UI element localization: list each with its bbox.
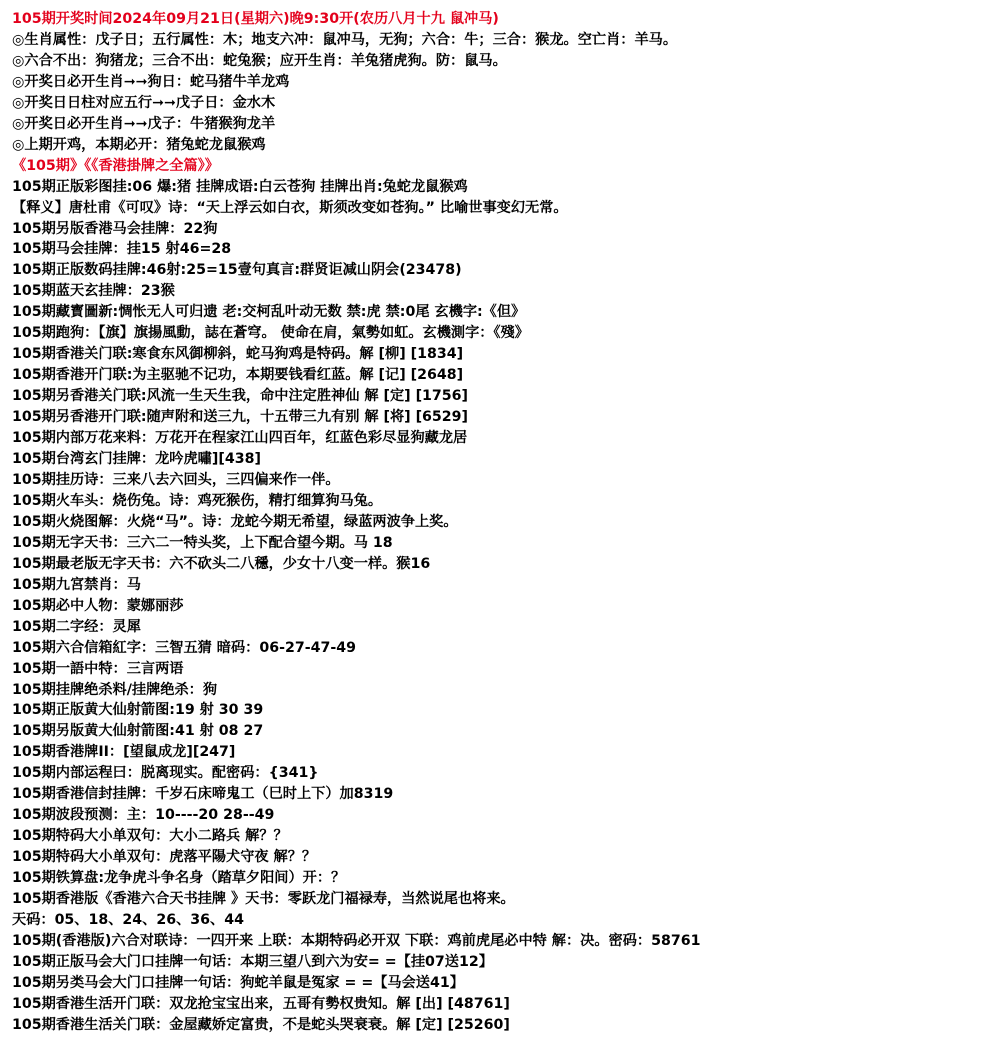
text-line: 105期火车头：烧伤兔。诗：鸡死猴伤，精打细算狗马兔。: [12, 492, 383, 509]
text-line: 105期另香港关门联:风流一生天生我，命中注定胜神仙 解 [定] [1756]: [12, 388, 469, 405]
text-line: 105期另版黄大仙射箭图:41 射 08 27: [12, 723, 264, 740]
text-line: 105期二字经：灵犀: [12, 618, 141, 635]
text-line: 105期香港关门联:寒食东风御柳斜，蛇马狗鸡是特码。解 [柳] [1834]: [12, 346, 464, 363]
dog-day-zodiac-line: ◎开奖日必开生肖➞➞狗日：蛇马猪牛羊龙鸡: [12, 73, 290, 90]
text-line: 105期香港生活开门联：双龙抢宝宝出来，五哥有勢权贵知。解 [出] [48761]: [12, 995, 510, 1012]
text-line: 【释义】唐杜甫《可叹》诗：“天上浮云如白衣，斯须改变如苍狗。” 比喻世事变幻无常。: [12, 199, 568, 216]
text-line: 105期挂历诗：三来八去六回头，三四偏来作一伴。: [12, 471, 340, 488]
text-line: 105期最老版无字天书：六不砍头二八穩，少女十八变一样。猴16: [12, 555, 431, 572]
text-line: 105期另类马会大门口挂牌一句话：狗蛇羊鼠是冤家 = =【马会送41】: [12, 974, 464, 991]
text-line: 105期蓝天玄挂牌：23猴: [12, 283, 175, 300]
text-line: 105期挂牌绝杀料/挂牌绝杀：狗: [12, 681, 218, 698]
text-line: 105期马会挂牌：挂15 射46=28: [12, 241, 232, 258]
text-line: 105期香港牌II：[望鼠成龙][247]: [12, 744, 236, 761]
zodiac-attributes-line: ◎生肖属性：戊子日；五行属性：木；地支六冲：鼠冲马，无狗；六合：牛；三合：猴龙。空亡肖：羊马。: [12, 31, 678, 48]
text-line: 105期波段预测：主：10----20 28--49: [12, 807, 275, 824]
text-line: 105期香港信封挂牌：千岁石床啼鬼工（巳时上下）加8319: [12, 786, 394, 803]
text-line: 105期香港生活关门联：金屋藏娇定富贵，不是蛇头哭衰衰。解 [定] [25260]: [12, 1016, 510, 1033]
text-line: 105期无字天书：三六二一特头奖，上下配合望今期。马 18: [12, 534, 393, 551]
text-line: 105期正版黄大仙射箭图:19 射 30 39: [12, 702, 264, 719]
text-line: 105期另香港开门联:随声附和送三九，十五带三九有别 解 [将] [6529]: [12, 409, 469, 426]
text-line: 105期正版马会大门口挂牌一句话：本期三望八到六为安= =【挂07送12】: [12, 953, 493, 970]
text-line: 105期特码大小单双句：大小二路兵 解？？: [12, 828, 288, 845]
text-line: 105期香港版《香港六合天书挂牌 》天书：零跃龙门福禄寿，当然说尾也将来。: [12, 891, 515, 908]
text-line: 105期台湾玄门挂牌：龙吟虎嘯][438]: [12, 451, 261, 468]
day-pillar-elements-line: ◎开奖日日柱对应五行➞➞戊子日：金水木: [12, 94, 276, 111]
section-title: 《105期》《《香港掛牌之全篇》》: [12, 157, 219, 174]
text-line: 105期内部运程曰：脱离现实。配密码：{341}: [12, 765, 319, 782]
text-line: 105期(香港版)六合对联诗：一四开来 上联：本期特码必开双 下联：鸡前虎尾必中特 解：决。密码：58761: [12, 932, 701, 949]
text-line: 105期另版香港马会挂牌：22狗: [12, 220, 218, 237]
text-line: 105期六合信箱紅字：三智五猜 暗码：06-27-47-49: [12, 639, 357, 656]
text-line: 105期九宮禁肖：马: [12, 576, 141, 593]
wuzi-zodiac-line: ◎开奖日必开生肖➞➞戊子：牛猪猴狗龙羊: [12, 115, 276, 132]
text-line: 105期跑狗：【旗】旗揚風動，誌在蒼穹。 使命在肩，氣勢如虹。玄機測字：《殘》: [12, 325, 529, 342]
text-line: 105期藏寳圖新:惆怅无人可归遗 老:交柯乱叶动无数 禁:虎 禁:0尾 玄機字:《但》: [12, 304, 526, 321]
text-line: 天码：05、18、24、26、36、44: [12, 911, 244, 928]
text-line: 105期一語中特：三言两语: [12, 660, 184, 677]
text-line: 105期香港开门联:为主驱驰不记功，本期要钱看红蓝。解 [记] [2648]: [12, 367, 464, 384]
text-line: 105期正版数码挂牌:46射:25=15壹句真言:群贤讵减山阴会(23478): [12, 262, 462, 279]
draw-time-header: 105期开奖时间2024年09月21日(星期六)晚9:30开(农历八月十九 鼠冲马): [12, 11, 499, 27]
combination-line: ◎六合不出：狗猪龙；三合不出：蛇兔猴；应开生肖：羊兔猪虎狗。防：鼠马。: [12, 52, 507, 69]
text-line: 105期内部万花来料：万花开在程家江山四百年，红蓝色彩尽显狗藏龙居: [12, 430, 468, 447]
text-line: 105期必中人物：蒙娜丽莎: [12, 597, 184, 614]
text-line: 105期正版彩图挂:06 爆:猪 挂牌成语:白云苍狗 挂牌出肖:兔蛇龙鼠猴鸡: [12, 178, 468, 195]
text-line: 105期特码大小单双句：虎落平陽犬守夜 解？？: [12, 849, 317, 866]
text-line: 105期铁算盘:龙争虎斗争名身（踏草夕阳间）开：？: [12, 870, 346, 887]
text-line: 105期火烧图解：火烧“马”。诗：龙蛇今期无希望，绿蓝两波争上奖。: [12, 513, 458, 530]
previous-draw-line: ◎上期开鸡，本期必开：猪兔蛇龙鼠猴鸡: [12, 136, 266, 153]
